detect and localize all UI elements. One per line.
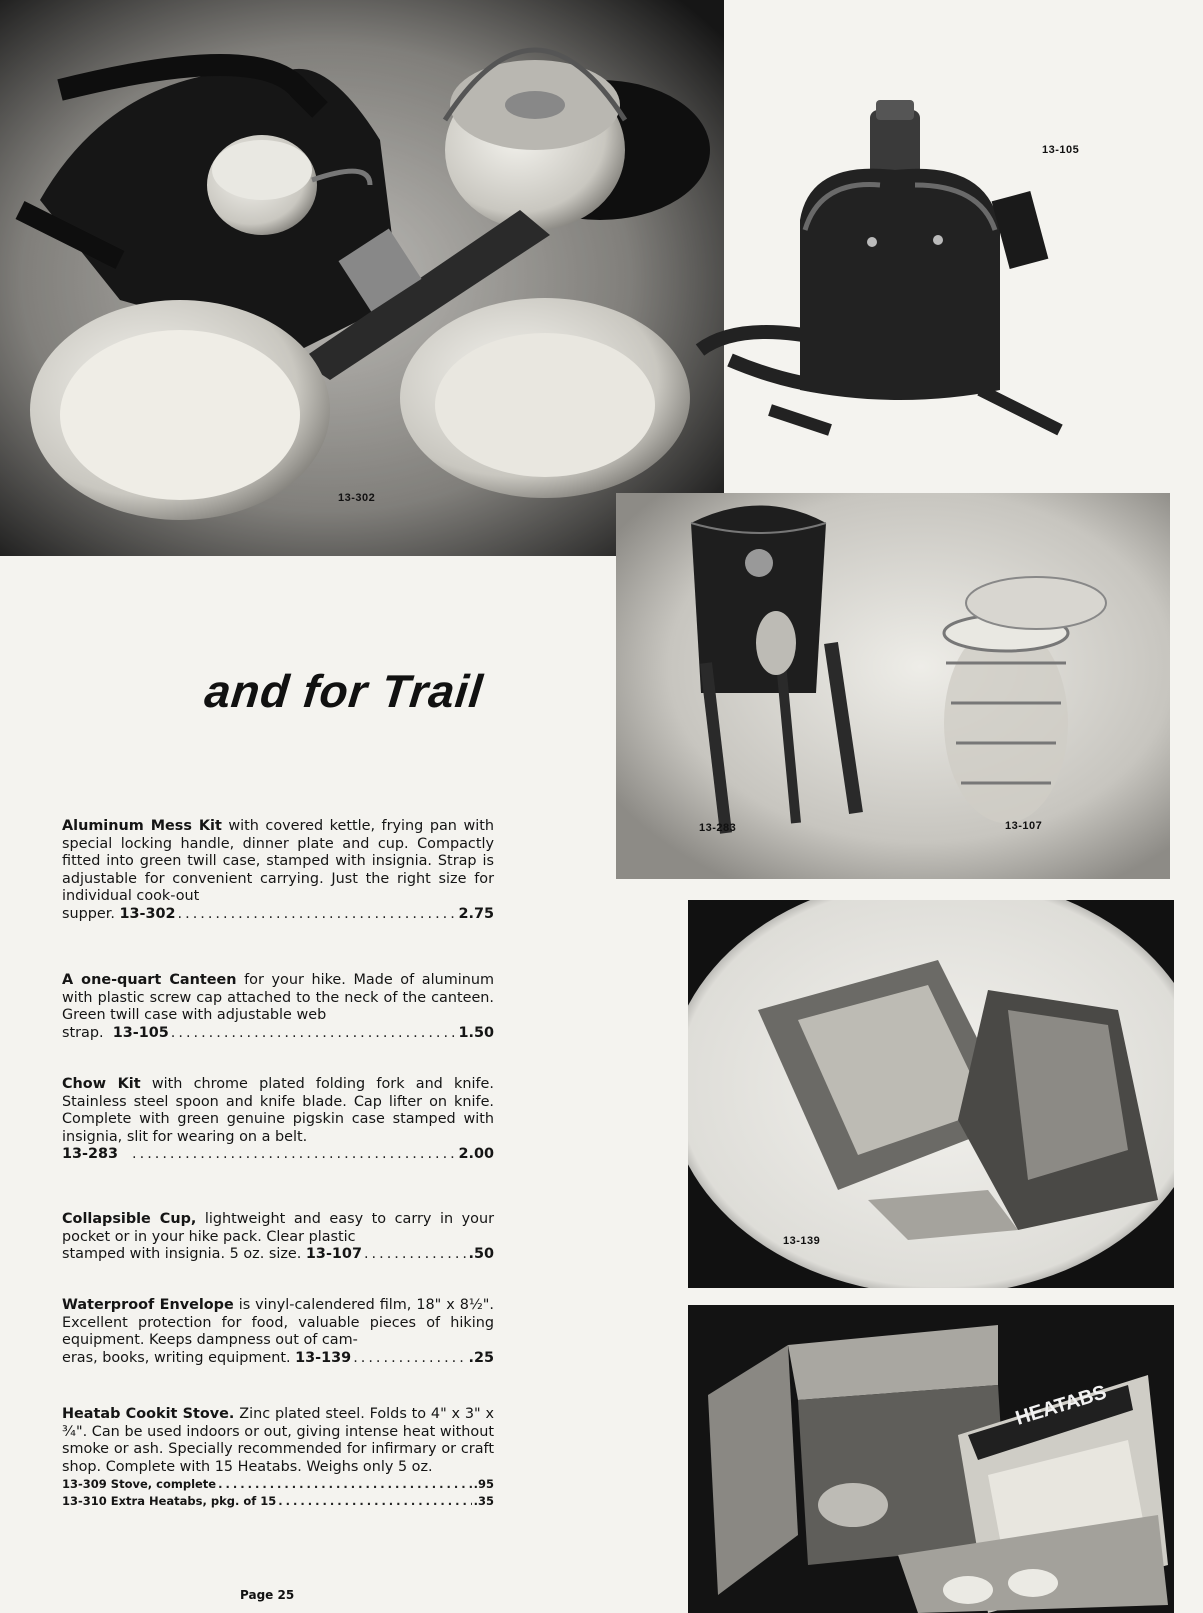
item-tail: eras, books, writing equipment. [62, 1349, 291, 1366]
item-canteen [62, 972, 494, 1042]
item-name: Chow Kit [62, 1076, 141, 1092]
item-text: with chrome plated folding fork and knife. Stainless steel spoon and knife blade. Cap lifter on knife. Complete with green genuine pigskin case stamped with insignia, slit for wearing on a belt. [62, 1076, 494, 1145]
item-tail: stamped with insignia. 5 oz. size. [62, 1246, 302, 1263]
item-code: 13-139 [295, 1349, 352, 1366]
price-line [62, 1246, 494, 1264]
leader-dots [278, 1493, 471, 1510]
chow-kit-code-label: 13-283 [699, 822, 737, 834]
item-name: A one-quart Canteen [62, 972, 237, 988]
stove-line-price: .95 [473, 1477, 494, 1492]
price-line [62, 1146, 494, 1164]
item-text: for your hike. Made of aluminum with plastic screw cap attached to the neck of the canteen. Green twill case with adjustable web [62, 972, 494, 1024]
stove-line-price: .35 [473, 1494, 494, 1509]
stove-line-label: 13-310 Extra Heatabs, pkg. of 15 [62, 1494, 277, 1509]
item-chow-kit [62, 1076, 494, 1164]
heatab-stove-photo [688, 1305, 1174, 1613]
item-waterproof-envelope [62, 1297, 494, 1367]
item-tail: supper. [62, 905, 115, 922]
section-headline: and for Trail [202, 665, 486, 717]
item-text: with covered kettle, frying pan with special locking handle, dinner plate and cup. Compactly fitted into green twill case, stamped with insignia. Strap is adjustable for convenient carrying. Just the right size for individual cook-out [62, 818, 494, 905]
item-price: .50 [468, 1246, 494, 1263]
leader-dots [132, 1146, 456, 1164]
leader-dots [218, 1476, 472, 1493]
canteen-code-label: 13-105 [1042, 144, 1080, 156]
price-line [62, 1350, 494, 1368]
mess-kit-code-label: 13-302 [338, 492, 376, 504]
item-name: Collapsible Cup, [62, 1211, 197, 1227]
stove-line-label: 13-309 Stove, complete [62, 1477, 217, 1492]
leader-dots [178, 906, 457, 924]
item-text: is vinyl-calendered film, 18" x 8½". Excellent protection for food, valuable pieces of hiking equipment. Keeps dampness out of cam- [62, 1297, 494, 1349]
cup-code-label: 13-107 [1005, 820, 1043, 832]
item-mess-kit [62, 818, 494, 924]
item-price: 2.75 [458, 905, 494, 922]
price-line [62, 1025, 494, 1043]
item-text: lightweight and easy to carry in your pocket or in your hike pack. Clear plastic [62, 1211, 494, 1245]
stove-price-line [62, 1476, 494, 1493]
item-name: Waterproof Envelope [62, 1297, 234, 1313]
item-price: 2.00 [458, 1146, 494, 1163]
item-name: Heatab Cookit Stove. [62, 1406, 235, 1422]
envelope-photo [688, 900, 1174, 1288]
heatabs-box-label: HEATABS [1013, 1381, 1110, 1430]
leader-dots [353, 1350, 466, 1368]
item-tail: strap. [62, 1024, 104, 1041]
envelope-code-label: 13-139 [783, 1235, 821, 1247]
item-collapsible-cup [62, 1211, 494, 1264]
item-heatab-stove [62, 1406, 494, 1510]
item-price: 1.50 [458, 1024, 494, 1041]
item-code: 13-283 [62, 1146, 119, 1163]
mess-kit-photo [0, 0, 724, 556]
item-name: Aluminum Mess Kit [62, 818, 222, 834]
page-number: Page 25 [240, 1588, 295, 1602]
item-code: 13-302 [119, 905, 176, 922]
item-text: Zinc plated steel. Folds to 4" x 3" x ¾". Can be used indoors or out, giving intense heat without smoke or ash. Specially recommended for infirmary or craft shop. Complete with 15 Heatabs. Weighs only 5 oz. [62, 1406, 494, 1475]
item-code: 13-107 [305, 1246, 362, 1263]
item-price: .25 [468, 1349, 494, 1366]
heatabs-price-line [62, 1493, 494, 1510]
leader-dots [171, 1025, 457, 1043]
item-code: 13-105 [112, 1024, 169, 1041]
price-line [62, 906, 494, 924]
leader-dots [364, 1246, 467, 1264]
